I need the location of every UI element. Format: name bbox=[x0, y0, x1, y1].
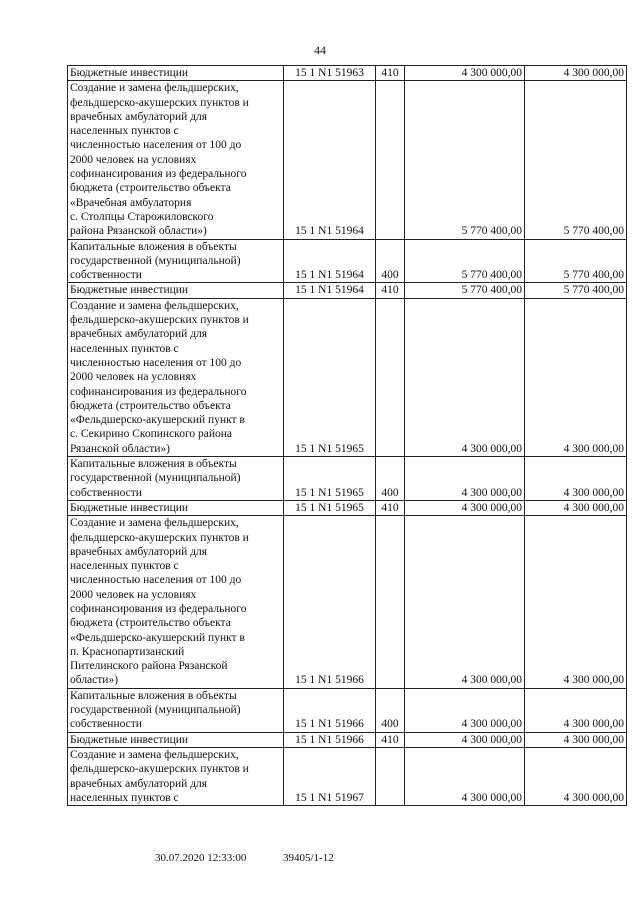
row-name-text: Капитальные вложения в объекты государственной (муниципальной) собственности bbox=[70, 458, 241, 499]
table-row bbox=[68, 732, 627, 747]
row-name-text: Создание и замена фельдшерских, фельдшерско-акушерских пунктов и врачебных амбулаторий для населенных пунктов с bbox=[70, 748, 249, 804]
table-row bbox=[68, 500, 627, 515]
row-code: 15 1 N1 51964 bbox=[284, 283, 376, 298]
row-amount-1: 4 300 000,00 bbox=[405, 688, 525, 732]
row-name-text: Капитальные вложения в объекты государственной (муниципальной) собственности bbox=[70, 240, 241, 282]
row-name-text: Бюджетные инвестиции bbox=[70, 67, 189, 79]
table-row bbox=[68, 457, 627, 501]
row-amount-1: 5 770 400,00 bbox=[405, 239, 525, 283]
row-amount-2: 4 300 000,00 bbox=[525, 732, 627, 747]
footer-timestamp: 30.07.2020 12:33:00 bbox=[155, 852, 247, 864]
row-expense-type: 410 bbox=[376, 66, 405, 81]
row-name bbox=[68, 457, 284, 501]
row-amount-1: 5 770 400,00 bbox=[405, 283, 525, 298]
row-expense-type bbox=[376, 516, 405, 689]
row-amount-2: 4 300 000,00 bbox=[525, 66, 627, 81]
row-name bbox=[68, 747, 284, 805]
row-code: 15 1 N1 51966 bbox=[284, 732, 376, 747]
row-expense-type: 400 bbox=[376, 457, 405, 501]
row-amount-2: 4 300 000,00 bbox=[525, 457, 627, 501]
row-amount-1: 4 300 000,00 bbox=[405, 516, 525, 689]
table-row bbox=[68, 516, 627, 689]
table-row bbox=[68, 688, 627, 732]
table-row bbox=[68, 66, 627, 81]
table-row bbox=[68, 239, 627, 283]
row-expense-type bbox=[376, 81, 405, 239]
row-amount-2: 4 300 000,00 bbox=[525, 688, 627, 732]
row-amount-2: 5 770 400,00 bbox=[525, 81, 627, 239]
row-name-text: Создание и замена фельдшерских, фельдшерско-акушерских пунктов и врачебных амбулаторий для населенных пунктов с численностью населения от 100 до 2000 человек на условиях софинансирования из федерального бюджета (строительство объекта «Фельдшерско-акушерский пункт в п. Краснопартизанский Пителинского района Рязанской области») bbox=[70, 517, 249, 687]
row-code: 15 1 N1 51964 bbox=[284, 81, 376, 239]
row-amount-2: 4 300 000,00 bbox=[525, 516, 627, 689]
row-amount-2: 4 300 000,00 bbox=[525, 747, 627, 805]
row-name-text: Бюджетные инвестиции bbox=[70, 284, 189, 297]
row-amount-1: 5 770 400,00 bbox=[405, 81, 525, 239]
page-number: 44 bbox=[314, 43, 326, 57]
row-code: 15 1 N1 51967 bbox=[284, 747, 376, 805]
row-code: 15 1 N1 51966 bbox=[284, 516, 376, 689]
row-amount-1: 4 300 000,00 bbox=[405, 732, 525, 747]
table-row bbox=[68, 283, 627, 298]
row-name bbox=[68, 500, 284, 515]
row-amount-1: 4 300 000,00 bbox=[405, 66, 525, 81]
row-amount-1: 4 300 000,00 bbox=[405, 457, 525, 501]
table-row bbox=[68, 747, 627, 805]
row-expense-type: 410 bbox=[376, 283, 405, 298]
row-amount-2: 5 770 400,00 bbox=[525, 283, 627, 298]
table-row bbox=[68, 81, 627, 239]
row-expense-type: 400 bbox=[376, 688, 405, 732]
row-name bbox=[68, 516, 284, 689]
row-amount-1: 4 300 000,00 bbox=[405, 747, 525, 805]
row-expense-type bbox=[376, 747, 405, 805]
row-name-text: Создание и замена фельдшерских, фельдшерско-акушерских пунктов и врачебных амбулаторий для населенных пунктов с численностью населения от 100 до 2000 человек на условиях софинансирования из федерального бюджета (строительство объекта «Врачебная амбулатория с. Столпцы Старожиловского района Рязанской области») bbox=[70, 82, 249, 238]
row-name bbox=[68, 81, 284, 239]
row-code: 15 1 N1 51963 bbox=[284, 66, 376, 81]
row-name bbox=[68, 239, 284, 283]
row-name-text: Создание и замена фельдшерских, фельдшерско-акушерских пунктов и врачебных амбулаторий для населенных пунктов с численностью населения от 100 до 2000 человек на условиях софинансирования из федерального бюджета (строительство объекта «Фельдшерско-акушерский пункт в с. Секирино Скопинского района Рязанской области») bbox=[70, 299, 249, 455]
table-row bbox=[68, 298, 627, 456]
row-name-text: Бюджетные инвестиции bbox=[70, 733, 189, 746]
row-amount-1: 4 300 000,00 bbox=[405, 500, 525, 515]
row-amount-2: 5 770 400,00 bbox=[525, 239, 627, 283]
row-expense-type: 400 bbox=[376, 239, 405, 283]
row-code: 15 1 N1 51965 bbox=[284, 500, 376, 515]
row-expense-type: 410 bbox=[376, 732, 405, 747]
row-code: 15 1 N1 51964 bbox=[284, 239, 376, 283]
row-amount-2: 4 300 000,00 bbox=[525, 500, 627, 515]
row-amount-2: 4 300 000,00 bbox=[525, 298, 627, 456]
budget-table bbox=[67, 65, 627, 806]
row-name bbox=[68, 298, 284, 456]
row-name bbox=[68, 66, 284, 81]
row-name bbox=[68, 688, 284, 732]
row-code: 15 1 N1 51965 bbox=[284, 298, 376, 456]
row-expense-type: 410 bbox=[376, 500, 405, 515]
row-name bbox=[68, 283, 284, 298]
row-amount-1: 4 300 000,00 bbox=[405, 298, 525, 456]
footer-document-id: 39405/1-12 bbox=[283, 852, 334, 864]
row-name-text: Капитальные вложения в объекты государственной (муниципальной) собственности bbox=[70, 689, 241, 731]
row-code: 15 1 N1 51965 bbox=[284, 457, 376, 501]
row-name bbox=[68, 732, 284, 747]
row-code: 15 1 N1 51966 bbox=[284, 688, 376, 732]
row-name-text: Бюджетные инвестиции bbox=[70, 501, 189, 514]
row-expense-type bbox=[376, 298, 405, 456]
